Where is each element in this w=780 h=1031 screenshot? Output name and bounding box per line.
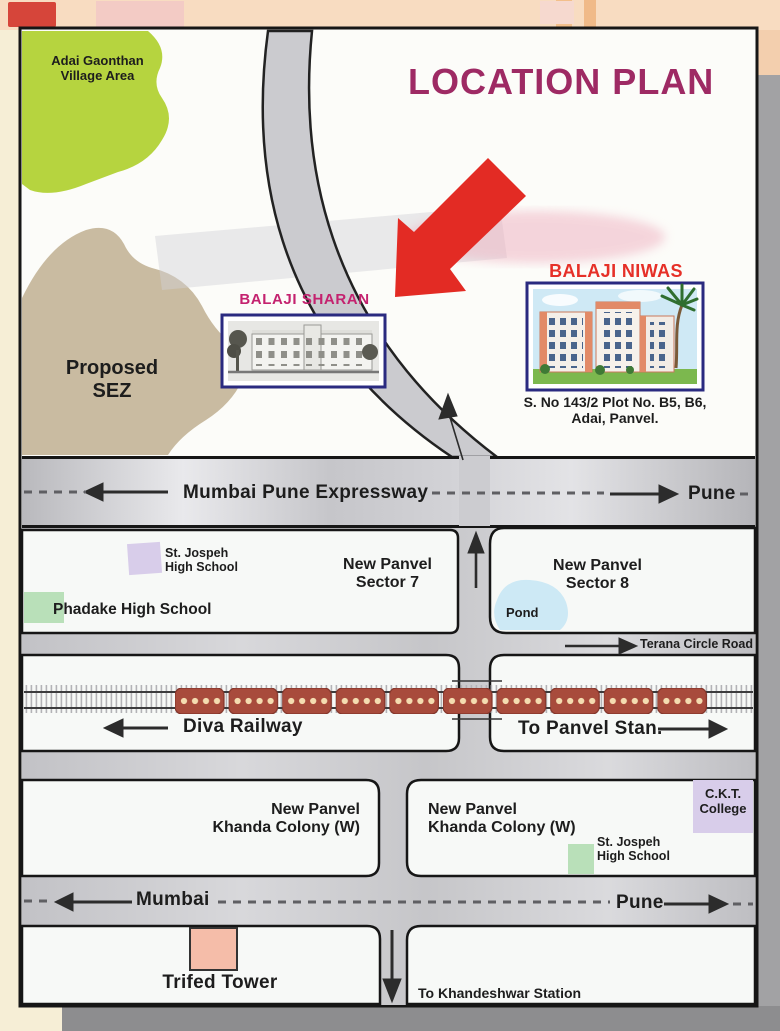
pond-label: Pond xyxy=(506,605,539,620)
panvel-station-label: To Panvel Stan. xyxy=(518,718,663,739)
ckt-college-label: C.K.T. College xyxy=(699,786,747,816)
trifed-tower-label: Trifed Tower xyxy=(162,972,278,993)
expressway-label: Mumbai Pune Expressway xyxy=(183,482,429,503)
mumbai-label: Mumbai xyxy=(136,889,210,910)
khandeshwar-station-label: To Khandeshwar Station xyxy=(418,985,582,1001)
proposed-sez-label: Proposed SEZ xyxy=(65,357,159,402)
khanda-west-label: New Panvel Khanda Colony (W) xyxy=(212,801,360,837)
balaji-sharan-photo xyxy=(222,315,385,387)
pune-south-label: Pune xyxy=(616,892,664,913)
khanda-east-label: New Panvel Khanda Colony (W) xyxy=(428,801,576,837)
train-icon xyxy=(175,688,711,714)
diva-railway-label: Diva Railway xyxy=(183,716,303,737)
bottom-frame xyxy=(62,1006,780,1031)
village-area-label: Adai Gaonthan Village Area xyxy=(51,53,144,83)
top-frame-decoration xyxy=(0,0,780,30)
st-jospeh-south-swatch xyxy=(568,844,594,874)
pune-east-label: Pune xyxy=(688,483,736,504)
expressway-north-edge xyxy=(22,456,755,459)
st-jospeh-north-label: St. Jospeh High School xyxy=(165,546,238,575)
right-frame-top xyxy=(757,30,780,75)
sector7-label: New Panvel Sector 7 xyxy=(343,556,432,592)
balaji-niwas-address: S. No 143/2 Plot No. B5, B6, Adai, Panvel. xyxy=(523,394,707,427)
balaji-sharan-label: BALAJI SHARAN xyxy=(239,291,370,308)
balaji-niwas-photo xyxy=(527,283,703,390)
right-frame xyxy=(757,30,780,1031)
expressway-junction xyxy=(459,456,490,526)
phadake-label: Phadake High School xyxy=(53,601,212,618)
st-jospeh-north-swatch xyxy=(127,542,162,575)
trifed-tower-swatch xyxy=(190,928,237,970)
st-jospeh-south-label: St. Jospeh High School xyxy=(597,835,670,864)
balaji-niwas-label: BALAJI NIWAS xyxy=(549,261,683,281)
sector8-label: New Panvel Sector 8 xyxy=(553,557,642,593)
terana-road-label: Terana Circle Road xyxy=(640,637,754,651)
page-title: LOCATION PLAN xyxy=(408,61,715,102)
